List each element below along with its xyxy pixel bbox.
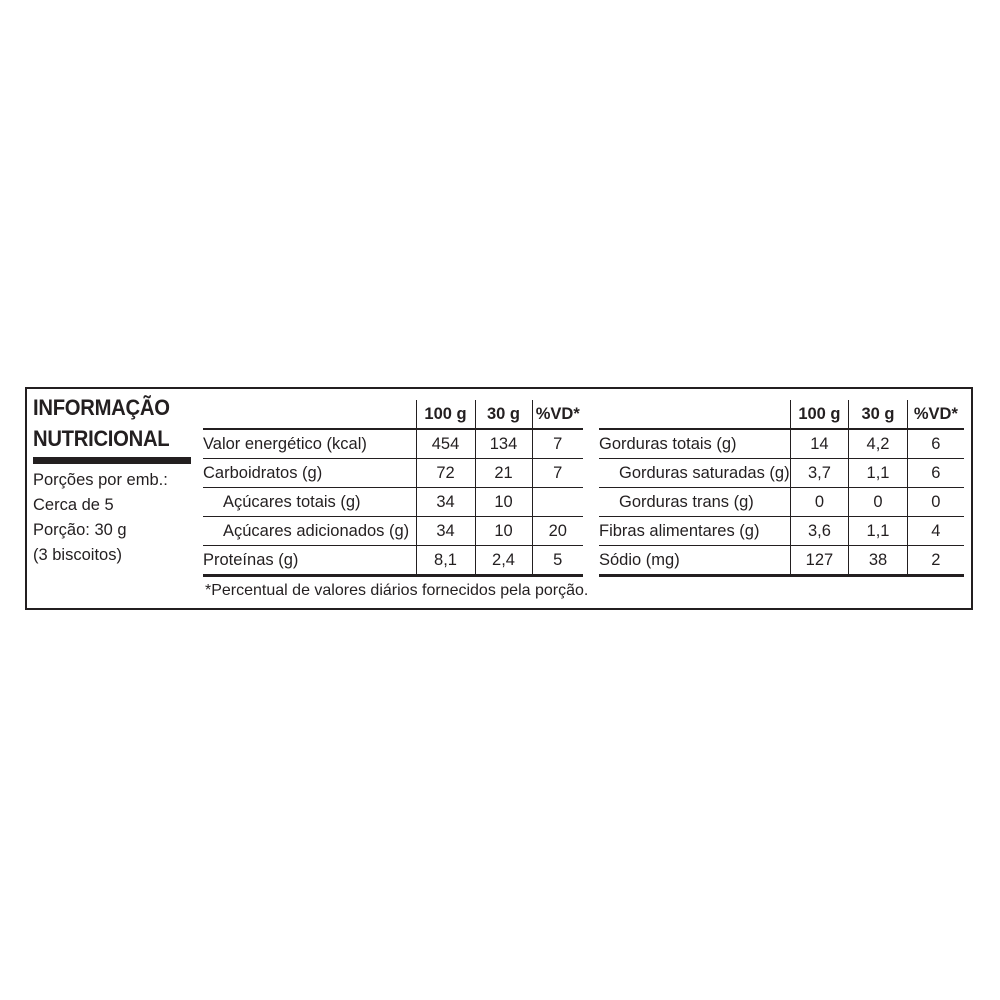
value-30g: 2,4 xyxy=(475,546,532,576)
value-vd: 20 xyxy=(532,517,583,546)
value-vd: 0 xyxy=(907,488,964,517)
value-30g: 1,1 xyxy=(849,517,907,546)
nutrient-name: Valor energético (kcal) xyxy=(203,429,416,459)
nutrient-name: Gorduras saturadas (g) xyxy=(599,459,790,488)
header-100g: 100 g xyxy=(416,400,475,429)
table-row xyxy=(599,429,964,459)
value-vd: 6 xyxy=(907,429,964,459)
value-100g: 3,7 xyxy=(790,459,849,488)
nutrient-name: Gorduras totais (g) xyxy=(599,429,790,459)
nutrient-table-left xyxy=(203,400,583,577)
title-underline-bar xyxy=(33,457,191,464)
daily-value-footnote: *Percentual de valores diários fornecidos pela porção. xyxy=(205,582,589,599)
value-100g: 14 xyxy=(790,429,849,459)
servings-per-package-value: Cerca de 5 xyxy=(33,496,114,514)
table-row xyxy=(599,459,964,488)
value-30g: 1,1 xyxy=(849,459,907,488)
nutrient-name: Proteínas (g) xyxy=(203,546,416,576)
value-vd: 2 xyxy=(907,546,964,576)
value-30g: 134 xyxy=(475,429,532,459)
value-30g: 4,2 xyxy=(849,429,907,459)
nutrient-table-right xyxy=(599,400,964,577)
value-100g: 34 xyxy=(416,517,475,546)
header-30g: 30 g xyxy=(475,400,532,429)
table-header-row xyxy=(599,400,964,429)
value-vd: 7 xyxy=(532,459,583,488)
nutrient-name: Carboidratos (g) xyxy=(203,459,416,488)
title-line-1: INFORMAÇÃO xyxy=(33,395,170,420)
nutrient-name: Sódio (mg) xyxy=(599,546,790,576)
nutrient-name: Açúcares adicionados (g) xyxy=(203,517,416,546)
value-100g: 454 xyxy=(416,429,475,459)
value-vd: 4 xyxy=(907,517,964,546)
header-30g: 30 g xyxy=(849,400,907,429)
value-30g: 0 xyxy=(849,488,907,517)
value-100g: 72 xyxy=(416,459,475,488)
serving-units: (3 biscoitos) xyxy=(33,546,122,564)
label-header xyxy=(33,392,193,568)
value-100g: 3,6 xyxy=(790,517,849,546)
table-row xyxy=(203,517,583,546)
table-row xyxy=(203,459,583,488)
value-vd: 5 xyxy=(532,546,583,576)
header-vd: %VD* xyxy=(532,400,583,429)
nutrient-name: Açúcares totais (g) xyxy=(203,488,416,517)
value-100g: 34 xyxy=(416,488,475,517)
nutrient-name: Gorduras trans (g) xyxy=(599,488,790,517)
table-row xyxy=(203,429,583,459)
value-100g: 8,1 xyxy=(416,546,475,576)
value-30g: 21 xyxy=(475,459,532,488)
table-row xyxy=(203,546,583,576)
serving-info xyxy=(33,468,193,568)
value-30g: 10 xyxy=(475,517,532,546)
table-row xyxy=(599,546,964,576)
table-row xyxy=(599,488,964,517)
servings-per-package-label: Porções por emb.: xyxy=(33,471,168,489)
value-vd xyxy=(532,488,583,517)
title-line-2: NUTRICIONAL xyxy=(33,426,170,451)
table-row xyxy=(599,517,964,546)
table-row xyxy=(203,488,583,517)
value-30g: 10 xyxy=(475,488,532,517)
table-header-row xyxy=(203,400,583,429)
nutrient-name: Fibras alimentares (g) xyxy=(599,517,790,546)
value-100g: 127 xyxy=(790,546,849,576)
serving-size: Porção: 30 g xyxy=(33,521,127,539)
value-vd: 7 xyxy=(532,429,583,459)
value-vd: 6 xyxy=(907,459,964,488)
value-100g: 0 xyxy=(790,488,849,517)
header-vd: %VD* xyxy=(907,400,964,429)
header-100g: 100 g xyxy=(790,400,849,429)
value-30g: 38 xyxy=(849,546,907,576)
